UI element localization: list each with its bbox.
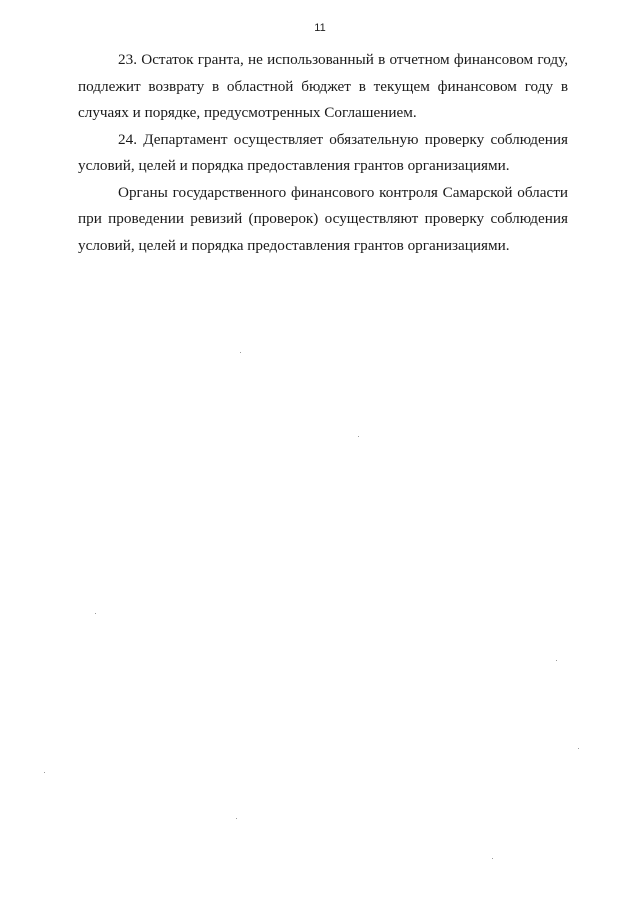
- scan-speck: [240, 352, 241, 353]
- scan-speck: [578, 748, 579, 749]
- paragraph-23: 23. Остаток гранта, не использованный в отчетном финансовом году, подлежит возврату в областной бюджет в текущем финансовом году в случаях и порядке, предусмотренных Соглашением.: [78, 51, 568, 121]
- scan-speck: [556, 660, 557, 661]
- paragraph-financial-control: Органы государственного финансового контроля Самарской области при проведении ревизий (проверок) осуществляют проверку соблюдения условий, целей и порядка предоставления грантов организациями.: [78, 183, 568, 254]
- scan-speck: [95, 613, 96, 614]
- document-body: [78, 47, 568, 259]
- scan-speck: [358, 436, 359, 437]
- scan-speck: [236, 818, 237, 819]
- scan-speck: [44, 772, 45, 773]
- page-number: 11: [314, 22, 326, 34]
- paragraph-24: 24. Департамент осуществляет обязательную проверку соблюдения условий, целей и порядка предоставления грантов организациями.: [78, 130, 568, 174]
- scan-speck: [492, 858, 493, 859]
